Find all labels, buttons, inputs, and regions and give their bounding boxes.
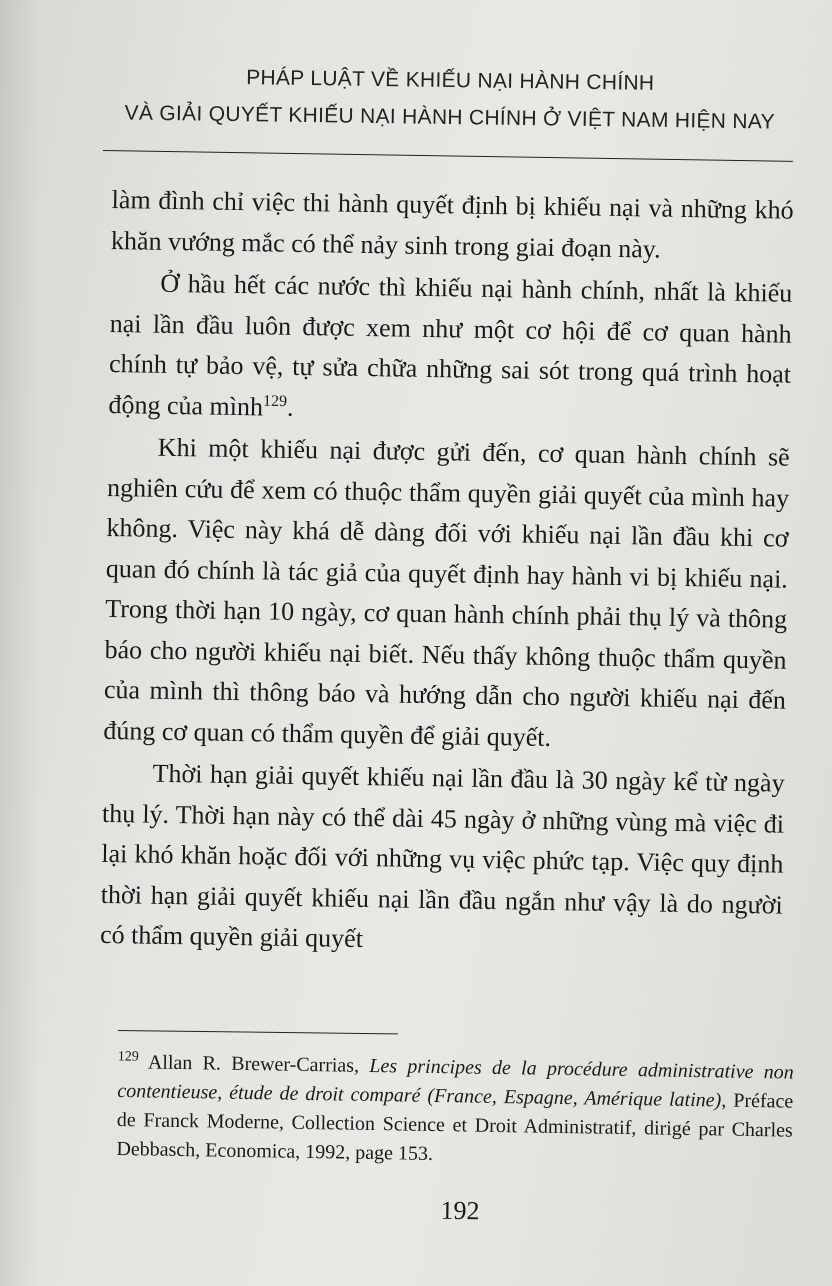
paragraph-2-text: Ở hầu hết các nước thì khiếu nại hành chính, nhất là khiếu nại lần đầu luôn được xem như một cơ hội để cơ quan hành chính tự bảo vệ, tự sửa chữa những sai sót trong quá trình hoạt động của mình bbox=[108, 268, 793, 421]
header-rule bbox=[103, 150, 793, 162]
footnote-author: Allan R. Brewer-Carrias, bbox=[138, 1051, 370, 1077]
header-line-1: PHÁP LUẬT VỀ KHIẾU NẠI HÀNH CHÍNH bbox=[246, 66, 655, 95]
page-edge-shadow bbox=[0, 0, 40, 1286]
paragraph-3: Khi một khiếu nại được gửi đến, cơ quan hành chính sẽ nghiên cứu để xem có thuộc thẩm quyền giải quyết của mình hay không. Việc này khá dễ dàng đối với khiếu nại lần đầu khi cơ quan đó chính là tác giả của quyết định hay hành vi bị khiếu nại. Trong thời hạn 10 ngày, cơ quan hành chính phải thụ lý và thông báo cho người khiếu nại biết. Nếu thấy không thuộc thẩm quyền của mình thì thông báo và hướng dẫn cho người khiếu nại đến đúng cơ quan có thẩm quyền để giải quyết. bbox=[103, 432, 790, 752]
footnote-number: 129 bbox=[117, 1049, 139, 1065]
paragraph-4: Thời hạn giải quyết khiếu nại lần đầu là 30 ngày kể từ ngày thụ lý. Thời hạn này có thể dài 45 ngày ở những vùng mà việc đi lại khó khăn hoặc đối với những vụ việc phức tạp. Việc quy định thời hạn giải quyết khiếu nại lần đầu ngắn như vậy là do người có thẩm quyền giải quyết bbox=[99, 758, 785, 954]
footnote bbox=[116, 1048, 794, 1175]
page-number: 192 bbox=[440, 1195, 480, 1226]
body-text bbox=[100, 180, 794, 966]
running-header bbox=[100, 57, 801, 141]
footnote-reference: 129 bbox=[262, 392, 288, 410]
footnote-title: Les principes de la procédure administrative non contentieuse, étude de droit comparé (France, Espagne, Amérique latine) bbox=[117, 1054, 794, 1112]
paragraph-1: làm đình chỉ việc thi hành quyết định bị khiếu nại và những khó khăn vướng mắc có thể nảy sinh trong giai đoạn này. bbox=[110, 184, 794, 264]
paragraph-2-end: . bbox=[286, 392, 294, 422]
footnote-rule bbox=[118, 1030, 398, 1034]
header-line-2: VÀ GIẢI QUYẾT KHIẾU NẠI HÀNH CHÍNH Ở VIỆT NAM HIỆN NAY bbox=[124, 101, 776, 134]
footnote-rest: , Préface de Franck Moderne, Collection Science et Droit Administratif, dirigé par Charles Debbasch, Economica, 1992, page 153. bbox=[116, 1089, 794, 1165]
paragraph-2 bbox=[108, 263, 792, 436]
